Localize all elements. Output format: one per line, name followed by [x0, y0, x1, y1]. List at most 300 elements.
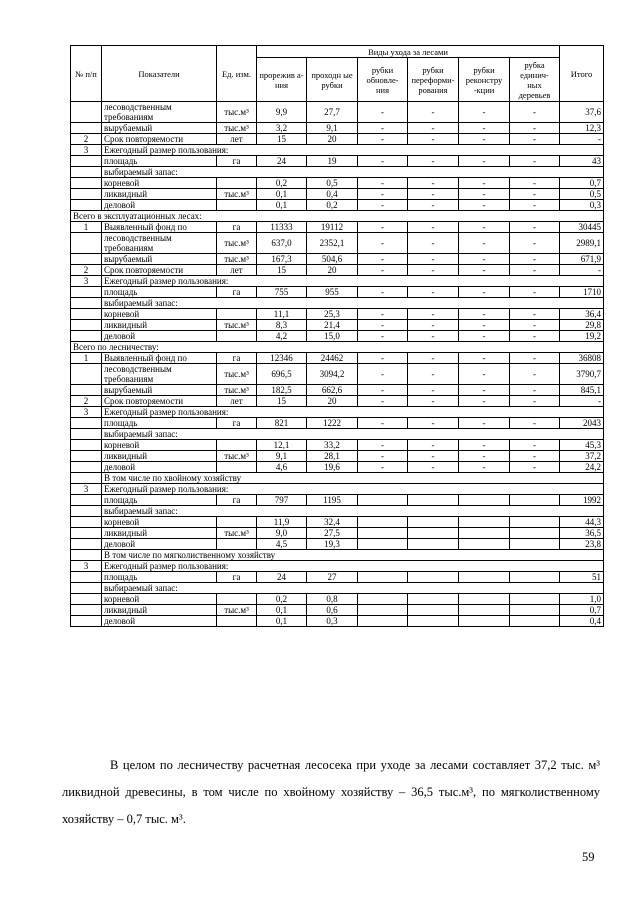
value-cell: - [358, 222, 408, 233]
value-cell: 0,1 [257, 189, 307, 200]
value-cell: 19112 [307, 222, 358, 233]
row-unit [217, 178, 257, 189]
value-cell: - [510, 134, 560, 145]
value-cell: 24 [257, 156, 307, 167]
table-row [71, 550, 604, 561]
table-row [71, 156, 604, 167]
row-num [71, 616, 102, 627]
value-cell: 0,1 [257, 200, 307, 211]
value-cell: - [358, 462, 408, 473]
value-cell: 24 [257, 572, 307, 583]
value-cell: - [510, 320, 560, 331]
value-cell: - [358, 254, 408, 265]
row-num [71, 605, 102, 616]
value-cell [358, 539, 408, 550]
row-num [71, 178, 102, 189]
table-row [71, 462, 604, 473]
row-unit [217, 331, 257, 342]
value-cell: - [510, 396, 560, 407]
page-number: 59 [582, 850, 595, 864]
total-cell: 36808 [560, 353, 604, 364]
row-label: Ежегодный размер пользования: [102, 407, 604, 418]
value-cell: - [510, 331, 560, 342]
row-label: выбираемый запас: [102, 167, 604, 178]
value-cell: 20 [307, 265, 358, 276]
row-num [71, 539, 102, 550]
value-cell: - [459, 134, 510, 145]
value-cell: - [510, 233, 560, 254]
total-cell: 0,4 [560, 616, 604, 627]
value-cell [358, 616, 408, 627]
value-cell: - [358, 440, 408, 451]
row-unit: тыс.м³ [217, 451, 257, 462]
value-cell: - [408, 320, 459, 331]
row-label: ликвидный [102, 451, 217, 462]
total-cell: 2989,1 [560, 233, 604, 254]
row-label: вырубаемый [102, 123, 217, 134]
value-cell: - [459, 364, 510, 385]
row-num: 2 [71, 134, 102, 145]
value-cell: - [408, 462, 459, 473]
row-label: площадь [102, 287, 217, 298]
row-num [71, 200, 102, 211]
value-cell: 27,7 [307, 102, 358, 123]
row-label: корневой [102, 178, 217, 189]
row-num [71, 189, 102, 200]
total-cell: 45,3 [560, 440, 604, 451]
row-label: лесоводственным требованиям [102, 233, 217, 254]
row-unit [217, 309, 257, 320]
row-num [71, 364, 102, 385]
row-label: Срок повторяемости [102, 396, 217, 407]
section-title: Всего в эксплуатационных лесах: [71, 211, 604, 222]
row-unit: га [217, 418, 257, 429]
header-total: Итого [560, 46, 604, 102]
row-unit [217, 594, 257, 605]
value-cell: - [358, 102, 408, 123]
value-cell [510, 528, 560, 539]
value-cell: 0,2 [307, 200, 358, 211]
row-label: ликвидный [102, 528, 217, 539]
value-cell: 1222 [307, 418, 358, 429]
value-cell: 1195 [307, 495, 358, 506]
value-cell: - [459, 440, 510, 451]
value-cell: - [358, 385, 408, 396]
row-unit: га [217, 222, 257, 233]
row-unit: тыс.м³ [217, 123, 257, 134]
value-cell: - [459, 385, 510, 396]
row-label: площадь [102, 572, 217, 583]
value-cell: - [408, 178, 459, 189]
table-row [71, 561, 604, 572]
value-cell: 11,1 [257, 309, 307, 320]
value-cell: - [459, 265, 510, 276]
value-cell: - [510, 287, 560, 298]
value-cell: 9,1 [257, 451, 307, 462]
value-cell: - [459, 287, 510, 298]
row-num: 2 [71, 396, 102, 407]
value-cell: - [408, 331, 459, 342]
table-row [71, 167, 604, 178]
value-cell: - [408, 102, 459, 123]
value-cell: - [358, 320, 408, 331]
table-row [71, 572, 604, 583]
value-cell: - [510, 353, 560, 364]
value-cell [510, 605, 560, 616]
total-cell: 12,3 [560, 123, 604, 134]
value-cell: - [510, 102, 560, 123]
total-cell: 37,2 [560, 451, 604, 462]
row-label: ликвидный [102, 605, 217, 616]
row-num [71, 331, 102, 342]
value-cell: - [408, 254, 459, 265]
row-label: вырубаемый [102, 385, 217, 396]
summary-paragraph: В целом по лесничеству расчетная лесосека при уходе за лесами составляет 37,2 тыс. м³ ликвидной древесины, в том числе по хвойному хозяйству – 36,5 тыс.м³, по мягколиственному хозяйству – 0,7 тыс. м³. [62, 757, 600, 826]
row-unit [217, 616, 257, 627]
value-cell: - [459, 320, 510, 331]
value-cell [510, 572, 560, 583]
value-cell [459, 517, 510, 528]
table-row [71, 309, 604, 320]
value-cell: 32,4 [307, 517, 358, 528]
value-cell: - [408, 265, 459, 276]
row-num: 3 [71, 484, 102, 495]
row-label: ликвидный [102, 320, 217, 331]
table-row [71, 123, 604, 134]
row-num [71, 287, 102, 298]
table-row [71, 539, 604, 550]
value-cell [459, 495, 510, 506]
value-cell: - [408, 156, 459, 167]
value-cell [408, 594, 459, 605]
value-cell [408, 572, 459, 583]
value-cell: - [459, 462, 510, 473]
table-row [71, 583, 604, 594]
value-cell [510, 539, 560, 550]
value-cell: - [459, 309, 510, 320]
row-num: 3 [71, 561, 102, 572]
total-cell: 0,7 [560, 605, 604, 616]
row-label: деловой [102, 331, 217, 342]
value-cell: 15 [257, 134, 307, 145]
row-label: Ежегодный размер пользования: [102, 276, 604, 287]
value-cell: 11333 [257, 222, 307, 233]
value-cell: - [358, 265, 408, 276]
value-cell: - [408, 440, 459, 451]
row-num: 3 [71, 145, 102, 156]
row-num: 3 [71, 276, 102, 287]
row-label: лесоводственным требованиям [102, 102, 217, 123]
row-label: Ежегодный размер пользования: [102, 484, 604, 495]
total-cell: 845,1 [560, 385, 604, 396]
total-cell: - [560, 265, 604, 276]
value-cell: 0,2 [257, 178, 307, 189]
header-col: рубка единич- ных деревьев [510, 58, 560, 102]
row-label: В том числе по мягколиственному хозяйству [102, 550, 604, 561]
table-row [71, 506, 604, 517]
table-row [71, 385, 604, 396]
total-cell: 0,5 [560, 189, 604, 200]
value-cell: - [408, 418, 459, 429]
value-cell: - [358, 178, 408, 189]
total-cell: 36,4 [560, 309, 604, 320]
value-cell: 167,3 [257, 254, 307, 265]
row-num [71, 594, 102, 605]
value-cell: 0,1 [257, 616, 307, 627]
row-num [71, 254, 102, 265]
table-row [71, 451, 604, 462]
value-cell: - [358, 233, 408, 254]
row-label: корневой [102, 594, 217, 605]
value-cell: 637,0 [257, 233, 307, 254]
value-cell: 0,5 [307, 178, 358, 189]
table-row [71, 473, 604, 484]
row-unit: га [217, 287, 257, 298]
value-cell: - [459, 189, 510, 200]
table-row [71, 287, 604, 298]
value-cell: - [408, 134, 459, 145]
value-cell: 4,6 [257, 462, 307, 473]
table-row [71, 396, 604, 407]
value-cell: - [408, 200, 459, 211]
total-cell: 30445 [560, 222, 604, 233]
table-row [71, 605, 604, 616]
row-unit: тыс.м³ [217, 528, 257, 539]
value-cell [459, 594, 510, 605]
value-cell [459, 605, 510, 616]
value-cell: 696,5 [257, 364, 307, 385]
table-row [71, 211, 604, 222]
row-unit [217, 440, 257, 451]
row-unit: тыс.м³ [217, 320, 257, 331]
table-row [71, 484, 604, 495]
row-unit: тыс.м³ [217, 233, 257, 254]
value-cell: - [459, 418, 510, 429]
row-num [71, 385, 102, 396]
value-cell: 0,2 [257, 594, 307, 605]
value-cell: - [408, 287, 459, 298]
row-num [71, 473, 102, 484]
value-cell [358, 594, 408, 605]
value-cell: - [358, 451, 408, 462]
header-col: рубки обновле- ния [358, 58, 408, 102]
row-label: деловой [102, 200, 217, 211]
value-cell: - [459, 156, 510, 167]
value-cell [408, 616, 459, 627]
row-num [71, 123, 102, 134]
value-cell [459, 616, 510, 627]
row-num: 2 [71, 265, 102, 276]
row-num [71, 506, 102, 517]
value-cell: - [510, 364, 560, 385]
table-row [71, 222, 604, 233]
section-title: Всего по лесничеству: [71, 342, 604, 353]
row-num [71, 583, 102, 594]
table-row [71, 407, 604, 418]
row-unit: лет [217, 396, 257, 407]
row-num [71, 550, 102, 561]
value-cell: - [358, 134, 408, 145]
row-unit [217, 539, 257, 550]
row-num [71, 298, 102, 309]
value-cell: - [358, 331, 408, 342]
table-row [71, 517, 604, 528]
value-cell: 955 [307, 287, 358, 298]
value-cell: 0,8 [307, 594, 358, 605]
row-unit: тыс.м³ [217, 364, 257, 385]
value-cell [510, 616, 560, 627]
table-row [71, 616, 604, 627]
value-cell: - [459, 353, 510, 364]
row-num [71, 233, 102, 254]
row-label: В том числе по хвойному хозяйству [102, 473, 604, 484]
value-cell: - [459, 396, 510, 407]
value-cell: 20 [307, 396, 358, 407]
value-cell: - [510, 309, 560, 320]
value-cell: - [358, 156, 408, 167]
value-cell: 797 [257, 495, 307, 506]
value-cell: - [510, 123, 560, 134]
value-cell: 33,2 [307, 440, 358, 451]
table-row [71, 233, 604, 254]
value-cell: 27,5 [307, 528, 358, 539]
row-unit: тыс.м³ [217, 605, 257, 616]
value-cell: - [459, 233, 510, 254]
value-cell: 21,4 [307, 320, 358, 331]
row-num [71, 462, 102, 473]
row-label: корневой [102, 517, 217, 528]
value-cell: - [459, 331, 510, 342]
value-cell: 9,1 [307, 123, 358, 134]
row-label: вырубаемый [102, 254, 217, 265]
value-cell: 0,6 [307, 605, 358, 616]
total-cell: 24,2 [560, 462, 604, 473]
value-cell: 19,3 [307, 539, 358, 550]
value-cell: - [408, 222, 459, 233]
total-cell: 44,3 [560, 517, 604, 528]
header-row [71, 46, 604, 58]
row-unit: лет [217, 265, 257, 276]
value-cell [358, 605, 408, 616]
row-unit: га [217, 156, 257, 167]
total-cell: 23,8 [560, 539, 604, 550]
row-num [71, 102, 102, 123]
value-cell: - [510, 418, 560, 429]
table-row [71, 189, 604, 200]
table-row [71, 276, 604, 287]
row-num [71, 309, 102, 320]
value-cell: - [510, 254, 560, 265]
table-row [71, 178, 604, 189]
header-col: проходн ые рубки [307, 58, 358, 102]
table-row [71, 134, 604, 145]
row-label: выбираемый запас: [102, 429, 604, 440]
row-unit: га [217, 495, 257, 506]
value-cell: 9,0 [257, 528, 307, 539]
forest-care-table [70, 45, 604, 627]
row-num [71, 440, 102, 451]
value-cell [408, 495, 459, 506]
value-cell: - [459, 178, 510, 189]
value-cell: - [510, 178, 560, 189]
value-cell: 27 [307, 572, 358, 583]
value-cell [459, 572, 510, 583]
value-cell: 3,2 [257, 123, 307, 134]
value-cell: - [510, 200, 560, 211]
total-cell: 0,7 [560, 178, 604, 189]
value-cell: - [510, 440, 560, 451]
value-cell [358, 495, 408, 506]
total-cell: 2043 [560, 418, 604, 429]
table-row [71, 320, 604, 331]
total-cell: 3790,7 [560, 364, 604, 385]
value-cell: - [358, 418, 408, 429]
header-col: рубки реконстру -кции [459, 58, 510, 102]
row-label: Срок повторяемости [102, 134, 217, 145]
row-unit: лет [217, 134, 257, 145]
value-cell [358, 517, 408, 528]
value-cell: - [510, 189, 560, 200]
value-cell: 755 [257, 287, 307, 298]
row-num [71, 320, 102, 331]
value-cell: - [408, 233, 459, 254]
table-row [71, 331, 604, 342]
row-unit: тыс.м³ [217, 102, 257, 123]
total-cell: 1,0 [560, 594, 604, 605]
header-unit: Ед. изм. [217, 46, 257, 102]
row-unit [217, 517, 257, 528]
value-cell: 19,6 [307, 462, 358, 473]
row-num [71, 429, 102, 440]
total-cell: 19,2 [560, 331, 604, 342]
value-cell: 15 [257, 396, 307, 407]
value-cell: 662,6 [307, 385, 358, 396]
total-cell: 36,5 [560, 528, 604, 539]
value-cell: 9,9 [257, 102, 307, 123]
row-label: выбираемый запас: [102, 298, 604, 309]
table-row [71, 254, 604, 265]
total-cell: 51 [560, 572, 604, 583]
value-cell: 4,2 [257, 331, 307, 342]
row-num [71, 495, 102, 506]
row-label: деловой [102, 616, 217, 627]
total-cell: 1710 [560, 287, 604, 298]
row-num [71, 528, 102, 539]
header-num: № п/п [71, 46, 102, 102]
row-label: Выявленный фонд по [102, 222, 217, 233]
row-unit: га [217, 572, 257, 583]
row-label: лесоводственным требованиям [102, 364, 217, 385]
value-cell: - [408, 385, 459, 396]
value-cell: 821 [257, 418, 307, 429]
table-row [71, 102, 604, 123]
total-cell: 37,6 [560, 102, 604, 123]
row-num [71, 167, 102, 178]
value-cell: - [510, 462, 560, 473]
row-label: деловой [102, 462, 217, 473]
value-cell: - [510, 451, 560, 462]
value-cell: - [510, 385, 560, 396]
value-cell [510, 495, 560, 506]
value-cell [408, 605, 459, 616]
value-cell: 2352,1 [307, 233, 358, 254]
row-unit: га [217, 353, 257, 364]
value-cell: - [459, 200, 510, 211]
value-cell [408, 539, 459, 550]
row-label: деловой [102, 539, 217, 550]
row-num: 3 [71, 407, 102, 418]
table-row [71, 298, 604, 309]
